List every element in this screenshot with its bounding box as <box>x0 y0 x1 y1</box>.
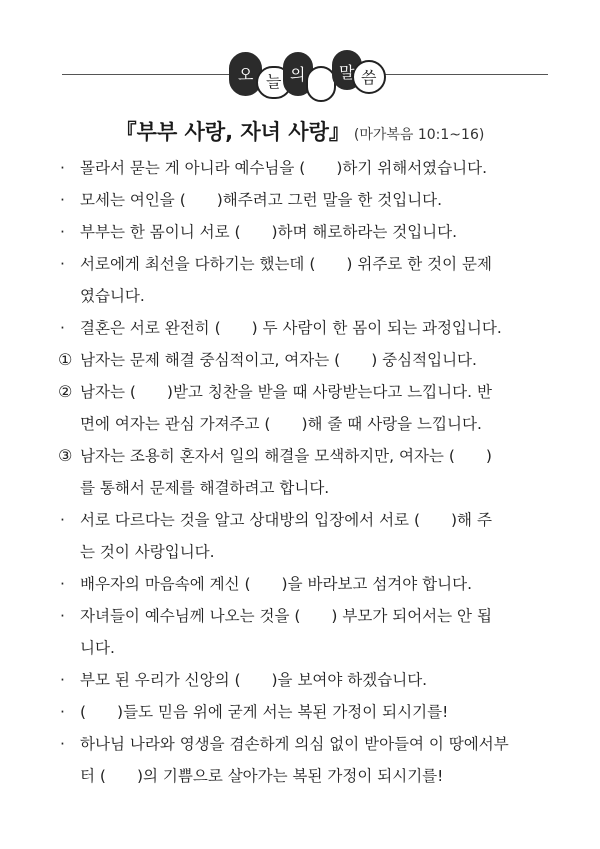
sermon-scripture-reference: (마가복음 10:1~16) <box>353 127 485 143</box>
note-line <box>60 504 550 536</box>
sermon-notes <box>60 152 550 792</box>
number-marker: ① <box>58 350 73 369</box>
header-char-2: 늘 <box>266 72 282 91</box>
note-text: 터 ( )의 기쁨으로 살아가는 복된 가정이 되시기를! <box>80 767 444 785</box>
bullet-marker: · <box>60 255 65 273</box>
note-text: 서로 다르다는 것을 알고 상대방의 입장에서 서로 ( )해 주 <box>80 511 492 529</box>
note-line <box>60 632 550 664</box>
note-line <box>60 472 550 504</box>
note-line <box>60 600 550 632</box>
note-line <box>60 152 550 184</box>
sermon-title <box>0 116 600 146</box>
note-text: 를 통해서 문제를 해결하려고 합니다. <box>80 479 330 497</box>
note-line <box>60 568 550 600</box>
bullet-marker: · <box>60 735 65 753</box>
note-line <box>60 536 550 568</box>
note-text: 남자는 문제 해결 중심적이고, 여자는 ( ) 중심적입니다. <box>80 351 477 369</box>
note-line <box>60 216 550 248</box>
number-marker: ③ <box>58 446 73 465</box>
bullet-marker: · <box>60 671 65 689</box>
note-line <box>60 728 550 760</box>
bullet-marker: · <box>60 607 65 625</box>
sermon-title-main: 『부부 사랑, 자녀 사랑』 <box>115 120 350 144</box>
note-text: 는 것이 사랑입니다. <box>80 543 215 561</box>
header-char-3: 의 <box>290 65 306 84</box>
note-line <box>60 760 550 792</box>
bullet-marker: · <box>60 511 65 529</box>
header-char-4: 말 <box>339 63 355 82</box>
bullet-marker: · <box>60 191 65 209</box>
note-text: 배우자의 마음속에 계신 ( )을 바라보고 섬겨야 합니다. <box>80 575 473 593</box>
note-text: 몰라서 묻는 게 아니라 예수님을 ( )하기 위해서였습니다. <box>80 159 487 177</box>
bullet-marker: · <box>60 159 65 177</box>
bullet-marker: · <box>60 703 65 721</box>
note-text: 부모 된 우리가 신앙의 ( )을 보여야 하겠습니다. <box>80 671 428 689</box>
note-text: 남자는 조용히 혼자서 일의 해결을 모색하지만, 여자는 ( ) <box>80 447 492 465</box>
note-text: 자녀들이 예수님께 나오는 것을 ( ) 부모가 되어서는 안 됩 <box>80 607 492 625</box>
note-line <box>60 408 550 440</box>
note-text: 결혼은 서로 완전히 ( ) 두 사람이 한 몸이 되는 과정입니다. <box>80 319 502 337</box>
note-text: 면에 여자는 관심 가져주고 ( )해 줄 때 사랑을 느낍니다. <box>80 415 482 433</box>
note-text: 하나님 나라와 영생을 겸손하게 의심 없이 받아들여 이 땅에서부 <box>80 735 509 753</box>
note-line <box>60 312 550 344</box>
note-text: ( )들도 믿음 위에 굳게 서는 복된 가정이 되시기를! <box>80 703 449 721</box>
header-ornament <box>0 0 600 110</box>
note-text: 니다. <box>80 639 115 657</box>
note-line <box>60 664 550 696</box>
note-text: 서로에게 최선을 다하기는 했는데 ( ) 위주로 한 것이 문제 <box>80 255 492 273</box>
bullet-marker: · <box>60 223 65 241</box>
note-line <box>60 248 550 280</box>
bullet-marker: · <box>60 575 65 593</box>
header-char-5: 씀 <box>361 68 377 87</box>
note-line <box>60 440 550 472</box>
note-text: 였습니다. <box>80 287 145 305</box>
note-line <box>60 376 550 408</box>
note-text: 부부는 한 몸이니 서로 ( )하며 해로하라는 것입니다. <box>80 223 458 241</box>
bullet-marker: · <box>60 319 65 337</box>
note-line <box>60 344 550 376</box>
number-marker: ② <box>58 382 73 401</box>
note-line <box>60 184 550 216</box>
note-line <box>60 280 550 312</box>
header-char-1: 오 <box>238 65 254 84</box>
note-text: 남자는 ( )받고 칭찬을 받을 때 사랑받는다고 느낍니다. 반 <box>80 383 492 401</box>
note-line <box>60 696 550 728</box>
note-text: 모세는 여인을 ( )해주려고 그런 말을 한 것입니다. <box>80 191 443 209</box>
